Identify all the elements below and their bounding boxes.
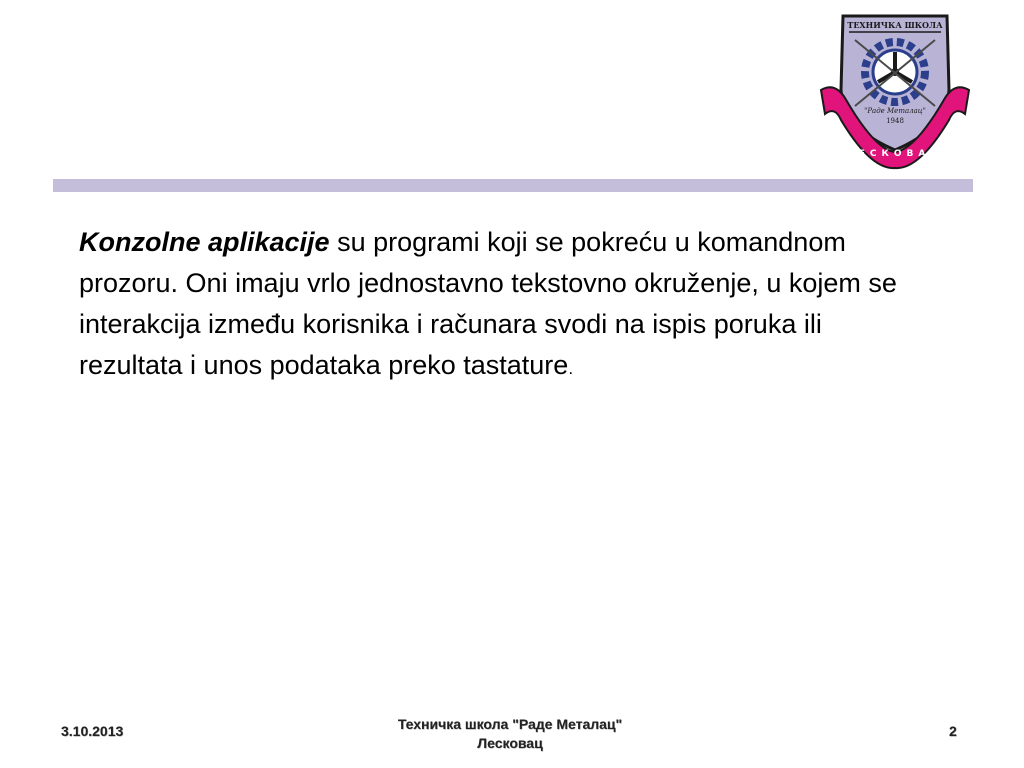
footer-date: 3.10.2013 [61,723,124,739]
logo-top-text: ТЕХНИЧКА ШКОЛА [847,20,943,30]
body-term: Konzolne aplikacije [79,227,330,257]
footer-school [340,715,680,753]
footer-school-city: Лесковац [477,735,543,751]
logo-motto: "Раде Металац" [864,107,926,115]
body-definition: su programi koji se pokreću u komandnom prozoru. Oni imaju vrlo jednostavno tekstovno okruženje, u kojem se interakcija između korisnika i računara svodi na ispis poruka ili rezultata i unos podataka preko tastature [79,227,897,380]
school-logo [815,10,975,172]
footer-page-number: 2 [949,723,957,739]
footer-school-name: Техничка школа "Раде Металац" [397,716,623,732]
body-period: . [568,359,574,378]
slide-body [79,222,919,389]
header-divider [53,179,973,192]
logo-ribbon-text: ЛЕСКОВАЦ [846,149,944,159]
logo-year: 1948 [886,117,904,125]
